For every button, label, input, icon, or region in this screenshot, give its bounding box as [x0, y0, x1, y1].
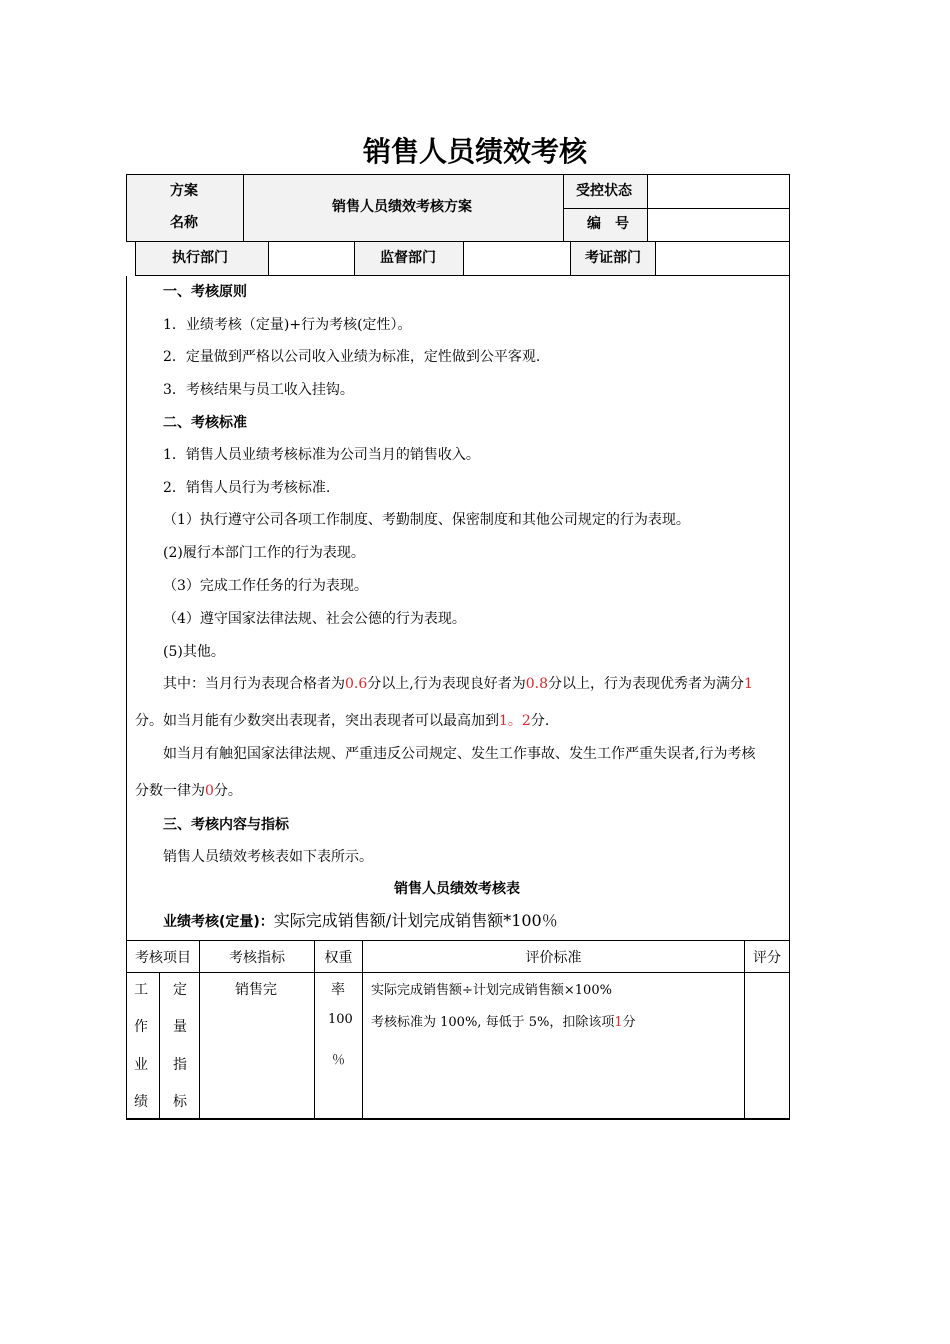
verify-dept-label: 考证部门	[585, 250, 641, 266]
s2-item-1: 1．销售人员业绩考核标准为公司当月的销售收入。	[163, 447, 480, 463]
violation-paragraph-line-2	[135, 780, 242, 800]
criteria-line-1: 实际完成销售额÷计划完成销售额×100%	[371, 983, 612, 998]
cat2-char-1: 定	[173, 982, 187, 998]
p1-text-a: 其中：当月行为表现合格者为	[163, 676, 345, 692]
cat2-char-3: 指	[173, 1057, 187, 1073]
cat1-char-2: 作	[134, 1019, 148, 1035]
cat2-char-4: 标	[173, 1094, 187, 1110]
cat1-char-1: 工	[134, 982, 148, 998]
th-score: 评分	[753, 949, 781, 966]
exec-dept-value[interactable]	[269, 242, 354, 275]
score-paragraph-line-1	[163, 673, 753, 693]
s2-item-7: (5)其他。	[163, 644, 225, 660]
weight-line-2: 100	[328, 1012, 353, 1027]
document-title: 销售人员绩效考核	[362, 135, 587, 168]
s1-item-1: 1．业绩考核（定量)+行为考核(定性）。	[163, 317, 412, 333]
p4-value: 0	[205, 783, 214, 799]
indicator-cell: 销售完	[235, 982, 277, 998]
cat1-char-3: 业	[134, 1057, 148, 1073]
score-paragraph-line-2	[135, 710, 549, 730]
formula-line	[163, 908, 558, 931]
weight-line-1: 率	[331, 982, 345, 998]
kpi-table-title: 销售人员绩效考核表	[394, 881, 520, 897]
s2-item-4: (2)履行本部门工作的行为表现。	[163, 545, 365, 561]
p2-text-b: 分.	[530, 713, 550, 729]
formula-label: 业绩考核(定量)：	[163, 914, 274, 930]
number-value[interactable]	[649, 210, 788, 240]
plan-name: 销售人员绩效考核方案	[332, 199, 472, 215]
criteria-2-value: 1	[614, 1015, 623, 1030]
th-indicator: 考核指标	[229, 949, 285, 966]
p2-value-max: 1。2	[499, 713, 531, 729]
formula-text: 实际完成销售额/计划完成销售额*100％	[273, 911, 558, 930]
number-label: 编 号	[587, 216, 629, 232]
section-2-title: 二、考核标准	[163, 415, 247, 431]
p1-value-excellent: 1	[743, 676, 753, 692]
p1-value-good: 0.8	[525, 676, 548, 692]
criteria-2-unit: 分	[622, 1015, 636, 1030]
supervise-dept-value[interactable]	[464, 242, 570, 275]
criteria-line-2	[371, 1011, 636, 1030]
plan-label-2: 名称	[170, 215, 198, 231]
s1-item-3: 3．考核结果与员工收入挂钩。	[163, 382, 354, 398]
s2-item-5: （3）完成工作任务的行为表现。	[163, 578, 368, 594]
section-3-title: 三、考核内容与指标	[163, 817, 289, 833]
cat1-char-4: 绩	[134, 1094, 148, 1110]
cat2-char-2: 量	[173, 1019, 187, 1035]
control-status-value[interactable]	[649, 176, 788, 206]
th-criteria: 评价标准	[525, 949, 582, 966]
p4-text-b: 分。	[213, 783, 242, 799]
criteria-2-text: 考核标准为 100%, 每低于 5%，扣除该项	[371, 1015, 615, 1030]
supervise-dept-label: 监督部门	[380, 250, 436, 266]
weight-line-3: ％	[332, 1053, 346, 1068]
th-weight: 权重	[324, 949, 353, 966]
s1-item-2: 2．定量做到严格以公司收入业绩为标准，定性做到公平客观.	[163, 349, 541, 365]
p4-text-a: 分数一律为	[135, 783, 205, 799]
exec-dept-label: 执行部门	[172, 250, 228, 266]
s2-item-2: 2．销售人员行为考核标准.	[163, 480, 331, 496]
p1-value-qualified: 0.6	[345, 676, 368, 692]
plan-label-1: 方案	[170, 183, 198, 199]
p1-text-c: 分以上，行为表现优秀者为满分	[547, 676, 744, 692]
s2-item-6: （4）遵守国家法律法规、社会公德的行为表现。	[163, 611, 466, 627]
section-1-title: 一、考核原则	[163, 284, 247, 300]
verify-dept-value[interactable]	[656, 242, 789, 275]
th-item: 考核项目	[135, 949, 191, 966]
s2-item-3: （1）执行遵守公司各项工作制度、考勤制度、保密制度和其他公司规定的行为表现。	[163, 512, 690, 528]
s3-text: 销售人员绩效考核表如下表所示。	[163, 849, 373, 865]
score-cell[interactable]	[745, 973, 789, 1118]
p2-text-a: 分。如当月能有少数突出表现者，突出表现者可以最高加到	[135, 713, 499, 729]
p1-text-b: 分以上,行为表现良好者为	[367, 676, 526, 692]
control-status-label: 受控状态	[576, 183, 632, 199]
violation-paragraph-line-1: 如当月有触犯国家法律法规、严重违反公司规定、发生工作事故、发生工作严重失误者,行为考核	[163, 746, 756, 762]
